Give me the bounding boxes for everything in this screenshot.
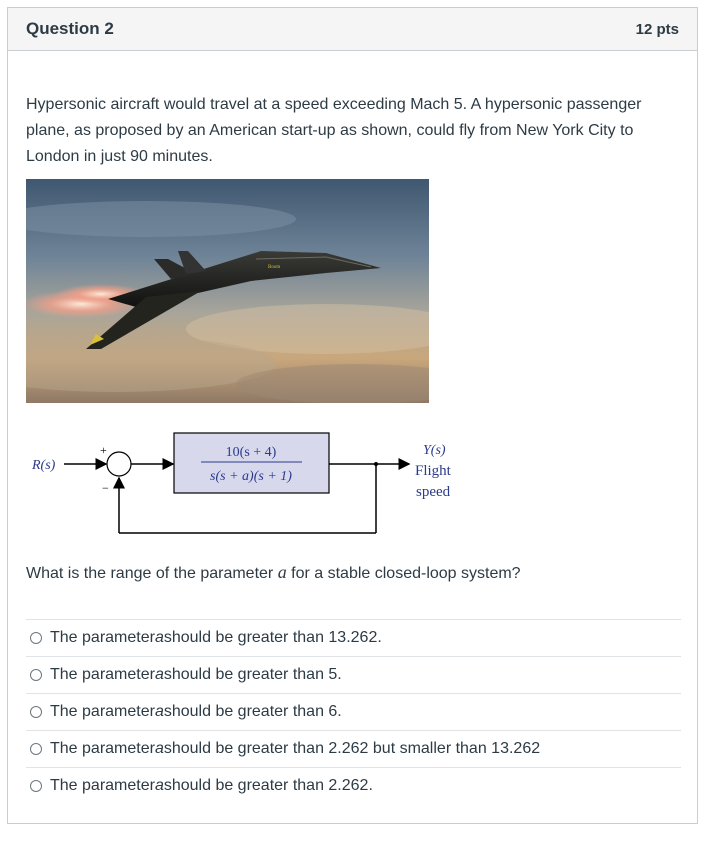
block-diagram (26, 428, 486, 543)
question-prompt: What is the range of the parameter a for a stable closed-loop system? (26, 562, 521, 582)
radio-button[interactable] (30, 743, 42, 755)
radio-button[interactable] (30, 669, 42, 681)
radio-button[interactable] (30, 780, 42, 792)
tf-denominator: s(s + a)(s + 1) (210, 469, 292, 484)
radio-button[interactable] (30, 632, 42, 644)
output-label: Y(s) (423, 443, 446, 458)
answer-option-5[interactable]: The parameter a should be greater than 2.262. (26, 767, 681, 804)
aircraft-image (26, 179, 429, 403)
question-points: 12 pts (635, 20, 679, 38)
summing-junction (107, 452, 131, 476)
question-card (7, 7, 698, 824)
feedback-loop-diagram (26, 428, 486, 543)
output-flight-label: Flight (415, 463, 451, 479)
answer-option-2[interactable]: The parameter a should be greater than 5. (26, 656, 681, 693)
prompt-variable: a (277, 562, 287, 582)
minus-sign: − (102, 481, 109, 495)
plus-sign: + (100, 443, 107, 457)
radio-button[interactable] (30, 706, 42, 718)
question-header (8, 8, 697, 51)
tf-numerator: 10(s + 4) (225, 445, 277, 460)
question-title: Question 2 (26, 19, 114, 38)
answer-option-1[interactable]: The parameter a should be greater than 13.262. (26, 619, 681, 656)
input-label: R(s) (32, 458, 56, 473)
output-speed-label: speed (416, 484, 451, 500)
answer-option-3[interactable]: The parameter a should be greater than 6. (26, 693, 681, 730)
transfer-function-block (174, 433, 329, 493)
answer-option-4[interactable]: The parameter a should be greater than 2.262 but smaller than 13.262 (26, 730, 681, 767)
question-stem: Hypersonic aircraft would travel at a speed exceeding Mach 5. A hypersonic passenger plane, as proposed by an American start-up as shown, could fly from New York City to London in just 90 minutes. (26, 96, 642, 165)
answer-list (26, 619, 681, 804)
fuselage-logo-text: Boom (268, 265, 281, 270)
aircraft-photo (26, 179, 429, 403)
